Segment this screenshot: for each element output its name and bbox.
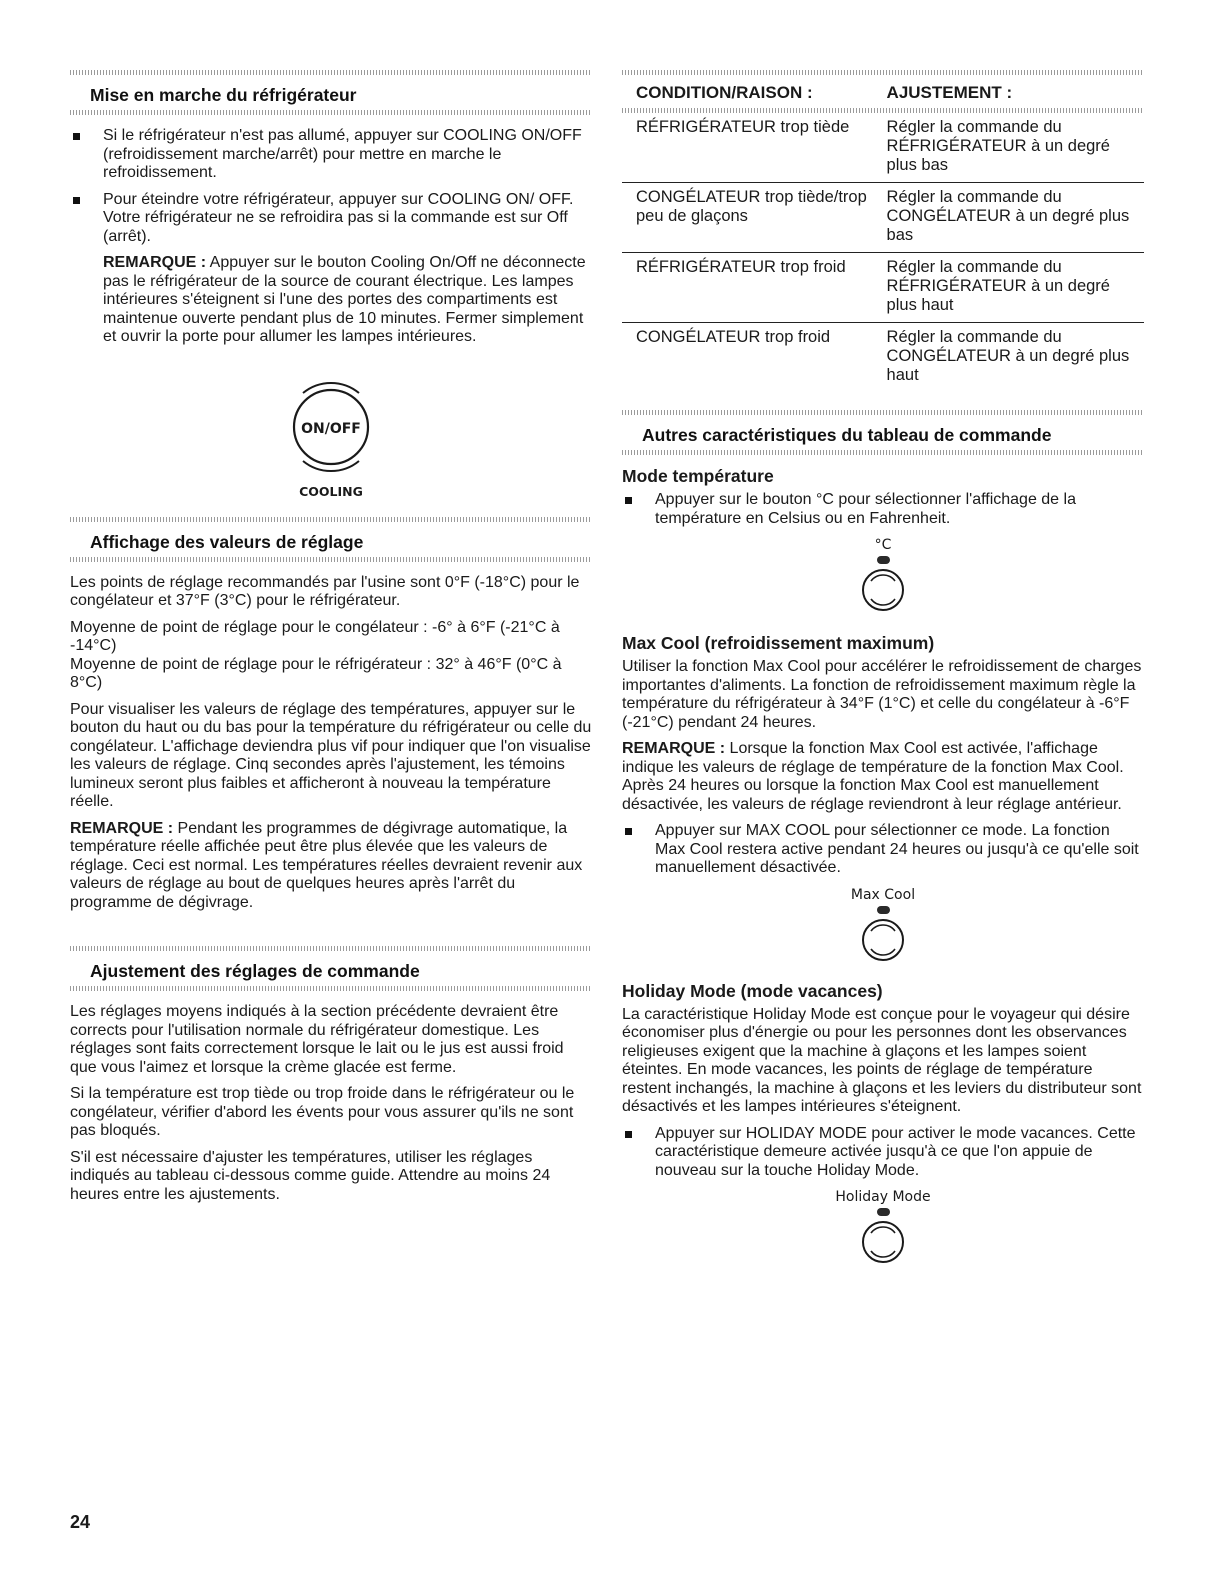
indicator-light-icon <box>877 906 890 914</box>
note-paragraph: REMARQUE : Pendant les programmes de dégivrage automatique, la température réelle affichée peut être plus élevée que les valeurs de réglage. Ceci est normal. Les températures réelles devraient revenir aux valeurs de réglage au bout de quelques heures après l'arrêt du programme de dégivrage. <box>70 819 583 911</box>
svg-text:ON/OFF: ON/OFF <box>301 420 361 437</box>
section-rule <box>622 450 1144 455</box>
bullet-square-icon <box>73 133 80 140</box>
bullet-list <box>622 1125 1144 1181</box>
table-cell: Régler la commande du CONGÉLATEUR à un degré plus haut <box>886 328 1130 384</box>
paragraph: Pour visualiser les valeurs de réglage des températures, appuyer sur le bouton du haut ou du bas pour la température du réfrigérateur ou celle du congélateur. L'affichage deviendra plus vif pour indiquer que l'on visualise les valeurs de réglage. Cinq secondes après l'ajustement, les témoins lumineux seront plus faibles et afficheront à nouveau la température réelle. <box>70 700 592 810</box>
button-label: Holiday Mode <box>835 1189 931 1205</box>
table-cell: Régler la commande du RÉFRIGÉRATEUR à un degré plus haut <box>873 253 1144 323</box>
note-paragraph: REMARQUE : Lorsque la fonction Max Cool est activée, l'affichage indique les valeurs de réglage de température de la fonction Max Cool. Après 24 heures ou lorsque la fonction Max Cool est manuellement désactivée, les valeurs de réglage reviendront à leur réglage antérieur. <box>622 740 1124 813</box>
cooling-button-figure <box>70 377 592 499</box>
paragraph: Si la température est trop tiède ou trop froide dans le réfrigérateur ou le congélateur, vérifier d'abord les évents pour vous assurer qu'ils ne sont pas bloqués. <box>70 1085 575 1139</box>
table-header-condition: CONDITION/RAISON : <box>636 83 813 102</box>
paragraph: Les réglages moyens indiqués à la section précédente devraient être corrects pour l'utilisation normale du réfrigérateur domestique. Les réglages sont faits correctement lorsque le lait ou le jus est aussi froid que vous l'aimez et lorsque la crème glacée est ferme. <box>70 1003 564 1076</box>
button-label: Max Cool <box>850 886 916 903</box>
subsection-title: Holiday Mode (mode vacances) <box>622 980 883 1001</box>
table-row <box>622 183 1144 253</box>
paragraph: Moyenne de point de réglage pour le réfrigérateur : 32° à 46°F (0°C à 8°C) <box>70 655 562 691</box>
section-rule <box>70 110 592 115</box>
paragraph: Les points de réglage recommandés par l'usine sont 0°F (-18°C) pour le congélateur et 37°F (3°C) pour le réfrigérateur. <box>70 573 580 609</box>
right-column <box>622 70 1144 1270</box>
bullet-square-icon <box>625 828 632 835</box>
section-affichage <box>70 517 592 913</box>
subsection-title: Max Cool (refroidissement maximum) <box>622 633 935 653</box>
section-title: Autres caractéristiques du tableau de commande <box>642 425 1052 445</box>
round-button-icon <box>860 917 906 963</box>
bullet-list <box>70 127 592 246</box>
list-item: Si le réfrigérateur n'est pas allumé, appuyer sur COOLING ON/OFF (refroidissement marche/arrêt) pour mettre en marche le refroidissement. <box>70 127 592 183</box>
button-caption: COOLING <box>299 483 363 499</box>
table-row <box>622 323 1144 393</box>
max-cool-button-figure <box>622 886 1144 968</box>
section-title: Ajustement des réglages de commande <box>90 961 420 981</box>
paragraph: Moyenne de point de réglage pour le congélateur : -6° à 6°F (-21°C à -14°C) <box>70 618 560 654</box>
left-column <box>70 70 592 1204</box>
table-header-adjustment: AJUSTEMENT : <box>886 83 1013 102</box>
list-item: Appuyer sur le bouton °C pour sélectionner l'affichage de la température en Celsius ou en Fahrenheit. <box>622 491 1144 528</box>
subsection-title: Mode température <box>622 466 774 486</box>
button-label: °C <box>874 537 892 553</box>
celsius-button-figure <box>622 536 1144 618</box>
section-autres-caracteristiques <box>622 410 1144 1270</box>
table-cell: RÉFRIGÉRATEUR trop tiède <box>622 113 873 183</box>
bullet-square-icon <box>625 1131 632 1138</box>
list-item: Appuyer sur MAX COOL pour sélectionner ce mode. La fonction Max Cool restera active pendant 24 heures ou jusqu'à ce qu'elle soit manuellement désactivée. <box>622 822 1144 878</box>
section-title: Mise en marche du réfrigérateur <box>90 85 357 105</box>
page-number: 24 <box>70 1512 91 1532</box>
indicator-light-icon <box>877 1208 890 1216</box>
section-mise-en-marche <box>70 70 592 499</box>
power-button-icon <box>281 377 381 477</box>
section-ajustement <box>70 946 592 1204</box>
bullet-square-icon <box>73 197 80 204</box>
list-item: Appuyer sur HOLIDAY MODE pour activer le mode vacances. Cette caractéristique demeure activée jusqu'à ce que l'on appuie de nouveau sur la touche Holiday Mode. <box>622 1125 1144 1181</box>
round-button-icon <box>860 567 906 613</box>
table-cell: Régler la commande du CONGÉLATEUR à un degré plus bas <box>873 183 1144 253</box>
holiday-mode-button-figure <box>622 1188 1144 1270</box>
round-button-icon <box>860 1219 906 1265</box>
table-row <box>622 253 1144 323</box>
paragraph: Utiliser la fonction Max Cool pour accélérer le refroidissement de charges importantes d'aliments. La fonction de refroidissement maximum règle la température du réfrigérateur à 34°F (1°C) et celle du congélateur à -6°F (-21°C) pendant 24 heures. <box>622 658 1142 731</box>
adjustment-table <box>622 75 1144 392</box>
table-cell: CONGÉLATEUR trop tiède/trop peu de glaçons <box>622 183 873 253</box>
bullet-list <box>622 491 1144 528</box>
bullet-square-icon <box>625 497 632 504</box>
section-rule <box>70 557 592 562</box>
table-row <box>622 113 1144 183</box>
section-rule <box>70 986 592 991</box>
paragraph: La caractéristique Holiday Mode est conçue pour le voyageur qui désire économiser plus d'énergie ou pour les personnes dont les observances religieuses exigent que la machine à glaçons et les lampes soient éteintes. En mode vacances, les points de réglage de température restent inchangés, la machine à glaçons et les leviers du distributeur sont désactivés et les lampes intérieures s'éteignent. <box>622 1005 1142 1115</box>
section-title: Affichage des valeurs de réglage <box>90 531 364 552</box>
table-cell: Régler la commande du RÉFRIGÉRATEUR à un degré plus bas <box>873 113 1144 183</box>
note-paragraph: REMARQUE : Appuyer sur le bouton Cooling On/Off ne déconnecte pas le réfrigérateur de la source de courant électrique. Les lampes intérieures s'éteignent si l'une des portes des compartiments est maintenue ouverte pendant plus de 10 minutes. Fermer simplement et ouvrir la porte pour allumer les lampes intérieures. <box>103 254 586 345</box>
list-item: Pour éteindre votre réfrigérateur, appuyer sur COOLING ON/ OFF. Votre réfrigérateur ne se refroidira pas si la commande est sur Off (arrêt). <box>70 191 592 247</box>
bullet-list <box>622 822 1144 878</box>
table-cell: CONGÉLATEUR trop froid <box>636 328 831 346</box>
paragraph: S'il est nécessaire d'ajuster les températures, utiliser les réglages indiqués au tableau ci-dessous comme guide. Attendre au moins 24 heures entre les ajustements. <box>70 1148 551 1203</box>
table-cell: RÉFRIGÉRATEUR trop froid <box>622 253 873 323</box>
indicator-light-icon <box>877 556 890 564</box>
